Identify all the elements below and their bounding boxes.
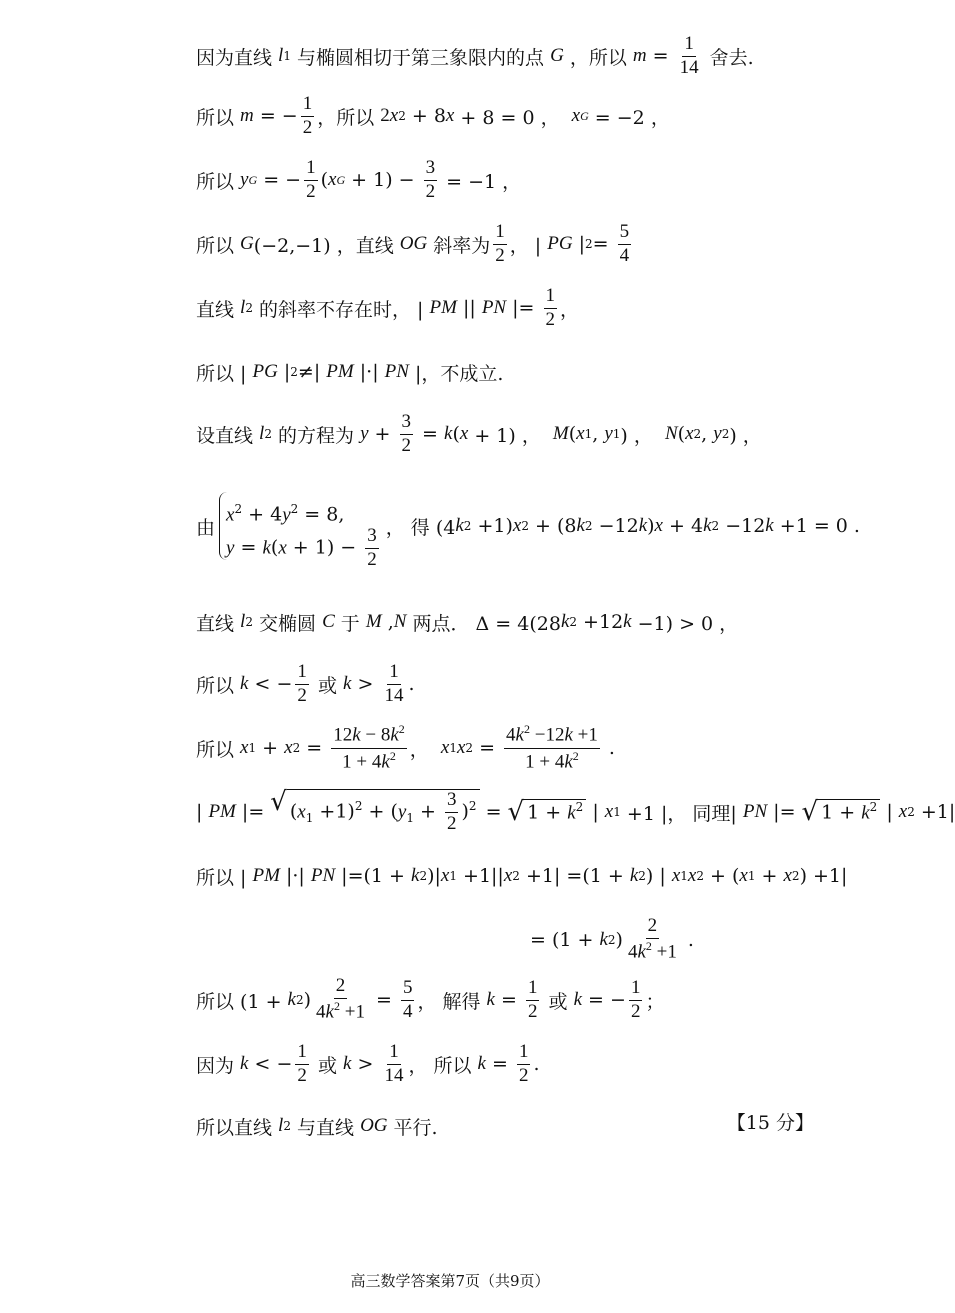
line-1: 因为直线 l 1 与椭圆相切于第三象限内的点 G ，所以 m = $\frac{1}{14}$ 舍去.	[196, 32, 754, 78]
left-brace: $x^2 + 4y^2 = 8$, y = k(x + 1) − $\frac{3}{2}$	[219, 492, 382, 560]
line-7: 设直线 l 2 的方程为 y + $\frac{3}{2}$ = k ( x + 1) ， M ( x 1 , y 1 ) ， N ( x 2 , y 2 ) ，	[196, 410, 762, 456]
line-8-system: 由 $x^2 + 4y^2 = 8$, y = k(x + 1) − $\frac{3}{2}$ ， 得 (4 k 2 +1) x 2 + (8 k 2 −12 k ) x + 4 k 2 −12 k +1 = 0 .	[196, 476, 860, 576]
line-12: | PM |= √ $(x_1 +1)^2 + (y_1$ + $\frac{3}{2}$ )$^2$ = √ $1 + k^2$ | x 1 +1 |， 同理| PN |= √ $1 + k^2$ | x 2 +1|	[196, 787, 955, 834]
line-16: 因为 k < − $\frac{1}{2}$ 或 k > $\frac{1}{14}$ ， 所以 k = $\frac{1}{2}$ .	[196, 1040, 540, 1086]
page-footer: 高三数学答案第7页（共9页）	[350, 1272, 550, 1290]
line-2: 所以 m = − $\frac{1}{2}$ ，所以 2 x 2 + 8 x + 8 = 0 ， x G = −2 ，	[196, 92, 670, 138]
line-11: 所以 x 1 + x 2 = $\frac{12k - 8k^2}{1 + 4k^2}$ ， x 1 x 2 = $\frac{4k^2 -12k +1}{1 + 4k^2}$ .	[196, 722, 615, 772]
line-9: 直线 l 2 交椭圆 C 于 M , N 两点． Δ = 4(28 k 2 +12 k −1) > 0 ，	[196, 611, 739, 635]
line-13: 所以 | PM |·| PN |=(1 + k 2 )| x 1 +1|| x 2 +1| =(1 + k 2 ) | x 1 x 2 + ( x 1 + x 2 ) +1|	[196, 865, 848, 889]
line-14: = (1 + k 2 ) $\frac{2}{4k^2 +1}$ .	[530, 915, 694, 963]
line-15: 所以 (1 + k 2 ) $\frac{2}{4k^2 +1}$ = $\frac{5}{4}$ ， 解得 k = $\frac{1}{2}$ 或 k = − $\frac{1}{2}$ ；	[196, 975, 665, 1023]
line-17: 所以直线 l 2 与直线 OG 平行.	[196, 1115, 438, 1139]
score-label: 【15 分】	[726, 1112, 814, 1134]
line-6: 所以 | PG | 2 ≠| PM |·| PN |，不成立.	[196, 361, 504, 385]
line-10: 所以 k < − $\frac{1}{2}$ 或 k > $\frac{1}{14}$ .	[196, 660, 415, 706]
line-3: 所以 y G = − $\frac{1}{2}$ ( x G + 1) − $\frac{3}{2}$ = −1 ，	[196, 156, 522, 202]
line-4: 所以 G (−2,−1) ，直线 OG 斜率为 $\frac{1}{2}$ ， | PG | 2 = $\frac{5}{4}$	[196, 220, 630, 266]
line-5: 直线 l 2 的斜率不存在时， | PM || PN |= $\frac{1}{2}$ ，	[196, 284, 580, 330]
